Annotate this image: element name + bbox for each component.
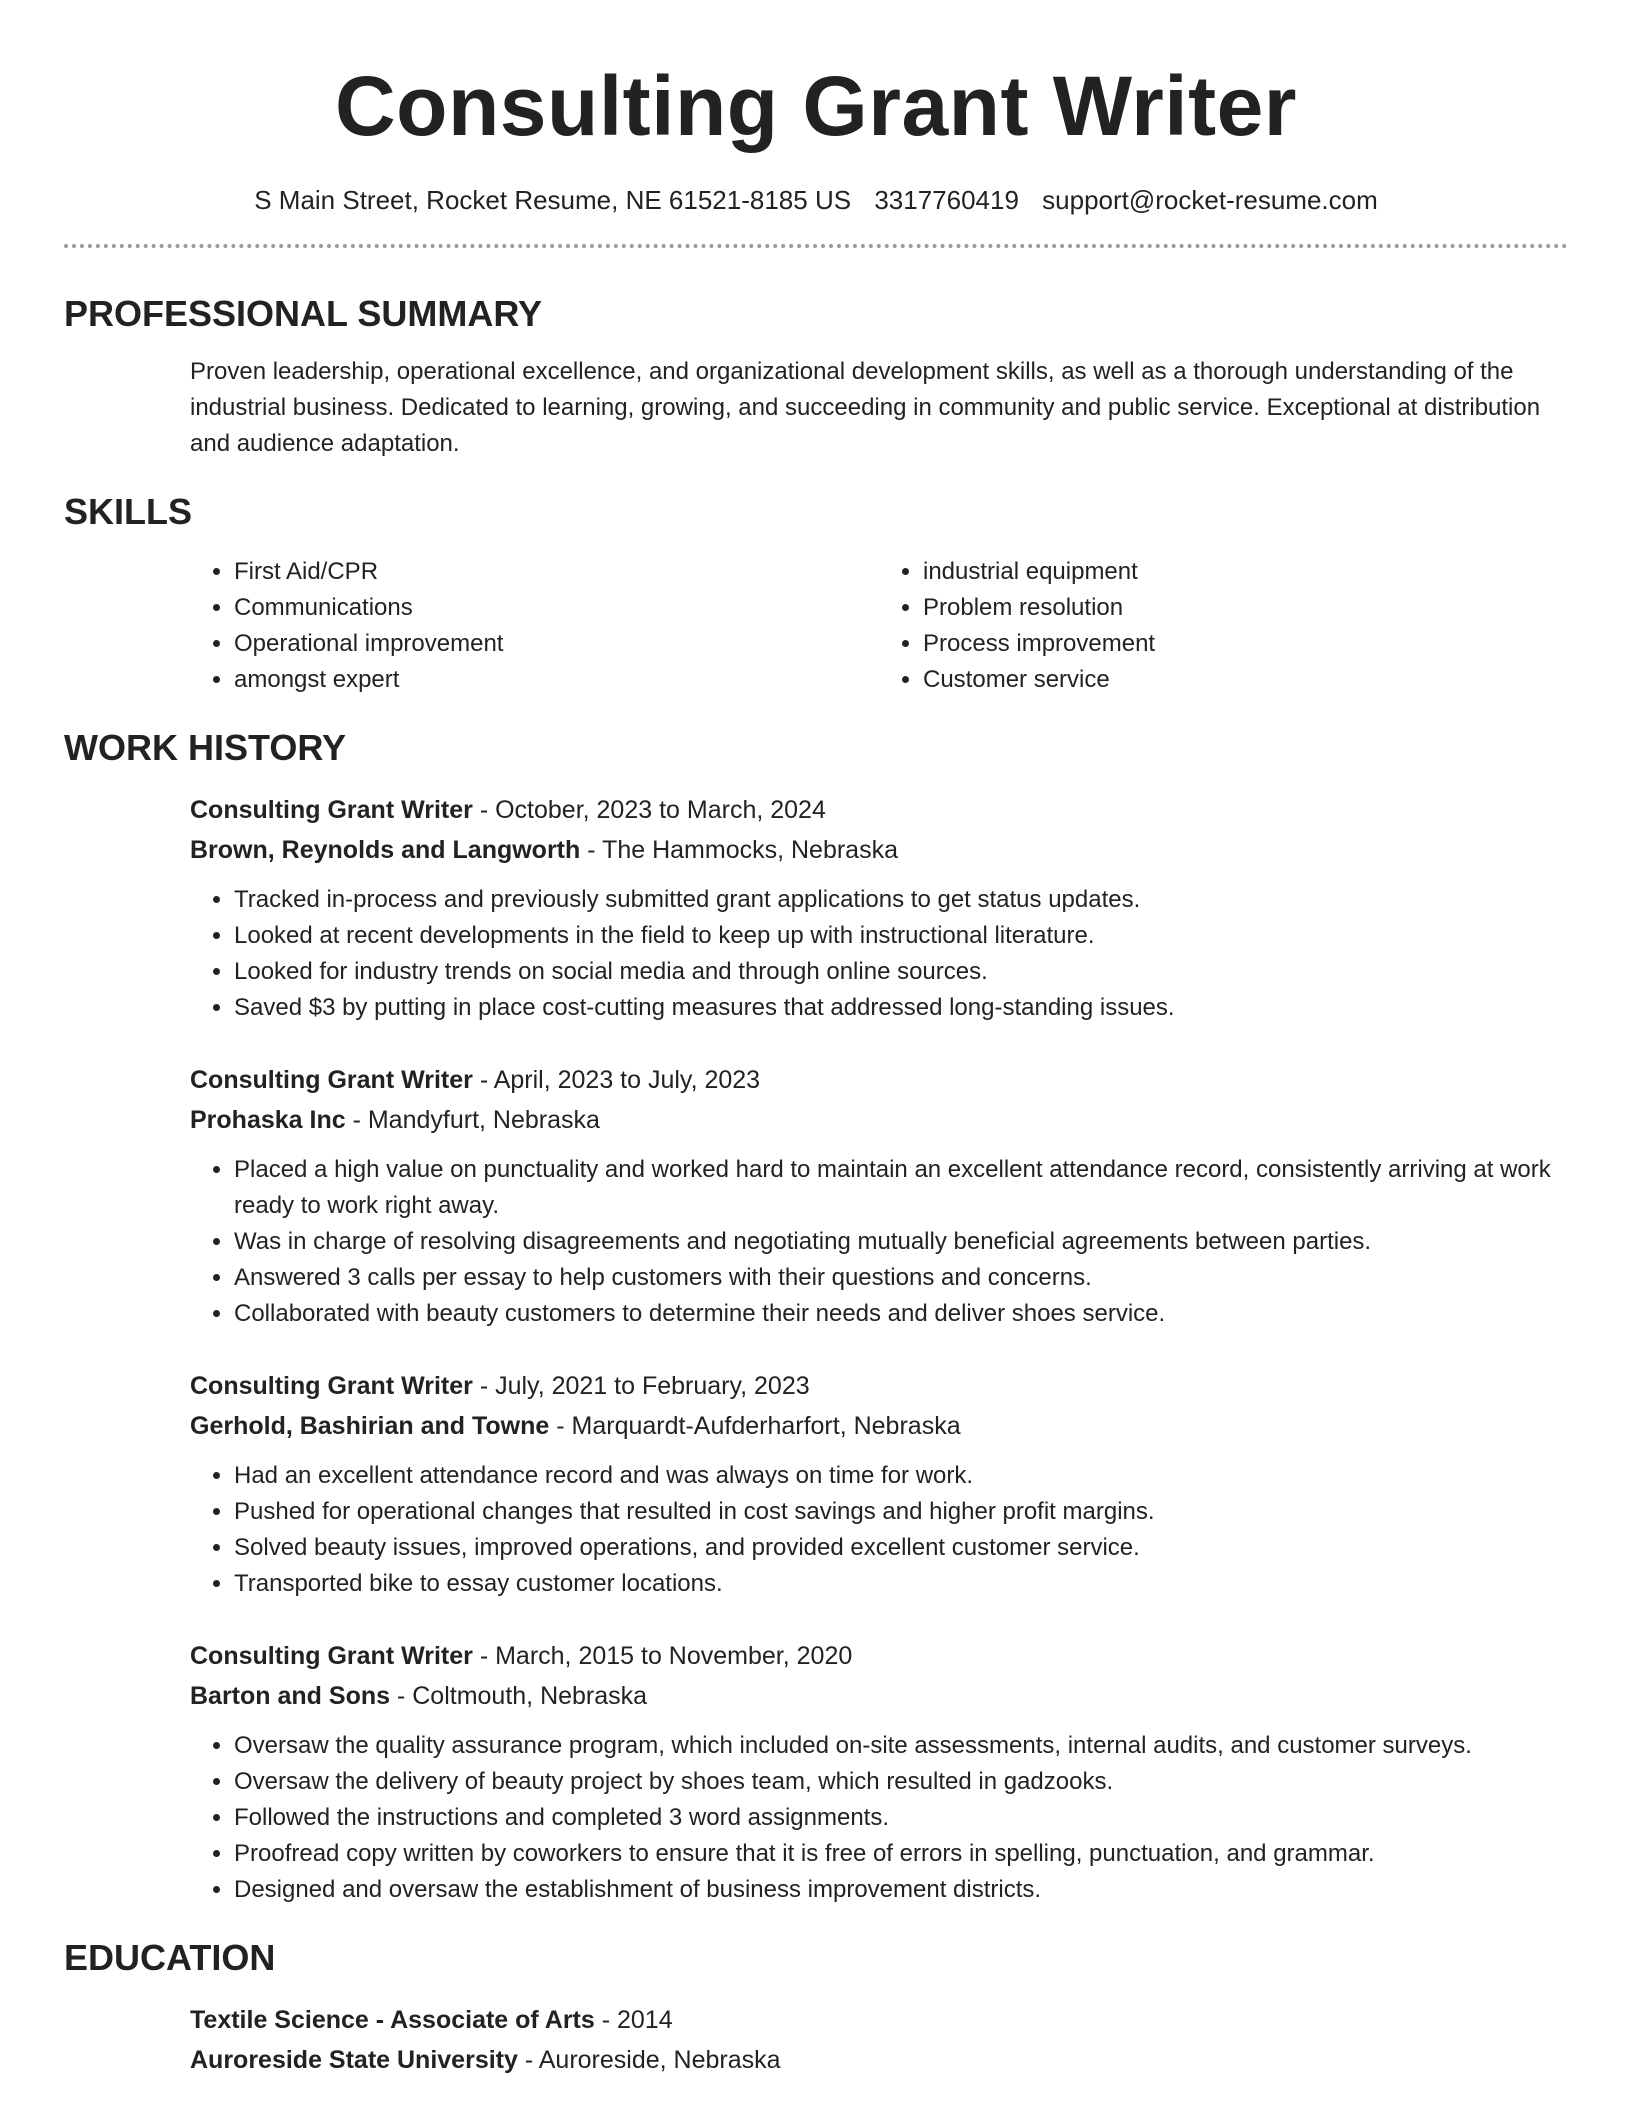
skills-section [64, 490, 1568, 698]
education-school-line [190, 2040, 1568, 2080]
job-title-line [190, 1060, 1568, 1100]
skill-item: • industrial equipment [923, 554, 1568, 590]
job-bullet: • Saved $3 by putting in place cost-cutting measures that addressed long-standing issues. [234, 990, 1568, 1026]
education-entry [190, 2000, 1568, 2080]
job-dates: - October, 2023 to March, 2024 [472, 796, 826, 824]
job-company-line [190, 1406, 1568, 1446]
header-divider [64, 244, 1568, 248]
summary-heading: PROFESSIONAL SUMMARY [64, 293, 543, 334]
education-degree-line [190, 2000, 1568, 2040]
summary-text: Proven leadership, operational excellence, and organizational development skills, as well as a thorough understanding of the industrial business. Dedicated to learning, growing, and succeeding in community and public service. Exceptional at distribution and audience adaptation. [190, 358, 1541, 457]
job-role: Consulting Grant Writer [190, 1066, 473, 1094]
skills-heading: SKILLS [64, 491, 193, 532]
job-dates: - March, 2015 to November, 2020 [472, 1642, 853, 1670]
job-bullets [190, 882, 1568, 1026]
job-bullet: • Designed and oversaw the establishment of business improvement districts. [234, 1872, 1568, 1908]
skill-item: • amongst expert [234, 662, 879, 698]
job-location: - The Hammocks, Nebraska [580, 836, 898, 864]
job-bullet: • Was in charge of resolving disagreements and negotiating mutually beneficial agreements between parties. [234, 1224, 1568, 1260]
skill-item: • Process improvement [923, 626, 1568, 662]
job-company: Brown, Reynolds and Langworth [190, 836, 581, 864]
job-title-line [190, 1636, 1568, 1676]
job-company-line [190, 1676, 1568, 1716]
education-section [64, 1936, 1568, 2080]
skill-item: • Customer service [923, 662, 1568, 698]
education-school: Auroreside State University [190, 2046, 518, 2074]
job-bullet: • Oversaw the quality assurance program, which included on-site assessments, internal audits, and customer surveys. [234, 1728, 1568, 1764]
skill-item: • First Aid/CPR [234, 554, 879, 590]
contact-line [64, 182, 1568, 218]
job-bullets [190, 1728, 1568, 1908]
job-dates: - April, 2023 to July, 2023 [472, 1066, 761, 1094]
job-company-line [190, 830, 1568, 870]
skill-item: • Operational improvement [234, 626, 879, 662]
job-bullet: • Had an excellent attendance record and was always on time for work. [234, 1458, 1568, 1494]
job-bullet: • Placed a high value on punctuality and worked hard to maintain an excellent attendance record, consistently arriving at work ready to work right away. [234, 1152, 1568, 1224]
education-year: - 2014 [594, 2006, 673, 2034]
job-company-line [190, 1100, 1568, 1140]
summary-section [64, 292, 1568, 462]
job-bullet: • Tracked in-process and previously submitted grant applications to get status updates. [234, 882, 1568, 918]
skills-grid [190, 554, 1568, 698]
skills-column-right [879, 554, 1568, 698]
contact-phone: 3317760419 [874, 185, 1019, 215]
job-entry [190, 1636, 1568, 1908]
skill-item: • Communications [234, 590, 879, 626]
job-bullet: • Followed the instructions and completed 3 word assignments. [234, 1800, 1568, 1836]
job-bullets [190, 1152, 1568, 1332]
job-bullet: • Looked at recent developments in the field to keep up with instructional literature. [234, 918, 1568, 954]
job-company: Gerhold, Bashirian and Towne [190, 1412, 550, 1440]
job-title-line [190, 1366, 1568, 1406]
work-history-section [64, 726, 1568, 1908]
job-bullet: • Proofread copy written by coworkers to ensure that it is free of errors in spelling, punctuation, and grammar. [234, 1836, 1568, 1872]
job-bullet: • Transported bike to essay customer locations. [234, 1566, 1568, 1602]
job-bullet: • Looked for industry trends on social media and through online sources. [234, 954, 1568, 990]
education-degree: Textile Science - Associate of Arts [190, 2006, 595, 2034]
skill-item: • Problem resolution [923, 590, 1568, 626]
job-bullet: • Answered 3 calls per essay to help customers with their questions and concerns. [234, 1260, 1568, 1296]
job-company: Prohaska Inc [190, 1106, 346, 1134]
education-location: - Auroreside, Nebraska [517, 2046, 781, 2074]
job-role: Consulting Grant Writer [190, 796, 473, 824]
contact-address: S Main Street, Rocket Resume, NE 61521-8185 US [254, 185, 852, 215]
job-location: - Coltmouth, Nebraska [390, 1682, 648, 1710]
job-bullet: • Collaborated with beauty customers to determine their needs and deliver shoes service. [234, 1296, 1568, 1332]
work-history-heading: WORK HISTORY [64, 727, 347, 768]
job-bullet: • Solved beauty issues, improved operations, and provided excellent customer service. [234, 1530, 1568, 1566]
resume-name: Consulting Grant Writer [335, 59, 1297, 153]
job-entry [190, 1366, 1568, 1602]
job-title-line [190, 790, 1568, 830]
job-dates: - July, 2021 to February, 2023 [472, 1372, 810, 1400]
job-entry [190, 790, 1568, 1026]
job-role: Consulting Grant Writer [190, 1372, 473, 1400]
contact-email: support@rocket-resume.com [1042, 185, 1378, 215]
job-bullets [190, 1458, 1568, 1602]
job-role: Consulting Grant Writer [190, 1642, 473, 1670]
education-heading: EDUCATION [64, 1937, 276, 1978]
job-company: Barton and Sons [190, 1682, 391, 1710]
job-entry [190, 1060, 1568, 1332]
job-bullet: • Pushed for operational changes that resulted in cost savings and higher profit margins. [234, 1494, 1568, 1530]
job-bullet: • Oversaw the delivery of beauty project by shoes team, which resulted in gadzooks. [234, 1764, 1568, 1800]
job-location: - Marquardt-Aufderharfort, Nebraska [549, 1412, 961, 1440]
job-location: - Mandyfurt, Nebraska [345, 1106, 600, 1134]
skills-column-left [190, 554, 879, 698]
